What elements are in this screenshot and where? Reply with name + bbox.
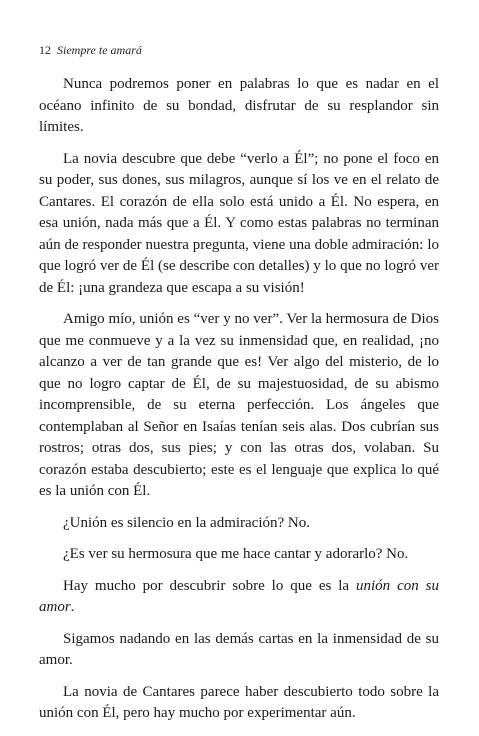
paragraph: ¿Unión es silencio en la admiración? No. xyxy=(63,514,311,531)
paragraph-text: Hay mucho por descubrir sobre lo que es la xyxy=(63,577,356,594)
paragraph: La novia descubre que debe “verlo a Él”; no pone el foco en su poder, sus dones, sus milagros, aunque sí los ve en el relato de Cantares. El corazón de ella solo está unido a Él. No espera, en esa unión, nada más que a Él. Y como estas palabras no terminan aún de responder nuestra pregunta, viene una doble admiración: lo que logró ver de Él (se describe con detalles) y lo que no logró ver de Él: ¡una grandeza que escapa a su visión! xyxy=(39,150,439,296)
paragraph-text-end: . xyxy=(70,599,75,615)
page-number: 12 xyxy=(39,43,51,57)
paragraph: La novia de Cantares parece haber descubierto todo sobre la unión con Él, pero hay mucho por experimentar aún. xyxy=(39,683,439,721)
emphasized-phrase: unión con su amor xyxy=(39,577,439,615)
paragraph: Sigamos nadando en las demás cartas en la inmensidad de su amor. xyxy=(39,630,439,668)
running-title: Siempre te amará xyxy=(57,43,142,57)
body-text xyxy=(39,74,439,735)
paragraph: ¿Es ver su hermosura que me hace cantar y adorarlo? No. xyxy=(63,546,409,562)
paragraph: Amigo mío, unión es “ver y no ver”. Ver la hermosura de Dios que me conmueve y a la vez su inmensidad que, en realidad, ¡no alcanzo a ver de tan grande que es! Ver algo del misterio, de lo que no logro captar de Él, de su majestuosidad, de su abismo incomprensible, de su eterna perfección. Los ángeles que contemplaban al Señor en Isaías tenían seis alas. Dos cubrían sus rostros; otras dos, sus pies; y con las otras dos, volaban. Su corazón estaba descubierto; este es el lenguaje que explica lo qué es la unión con Él. xyxy=(39,311,439,499)
paragraph: Nunca podremos poner en palabras lo que es nadar en el océano infinito de su bondad, disfrutar de su resplandor sin límites. xyxy=(39,76,439,135)
paragraph xyxy=(39,576,439,619)
running-header xyxy=(39,43,142,58)
